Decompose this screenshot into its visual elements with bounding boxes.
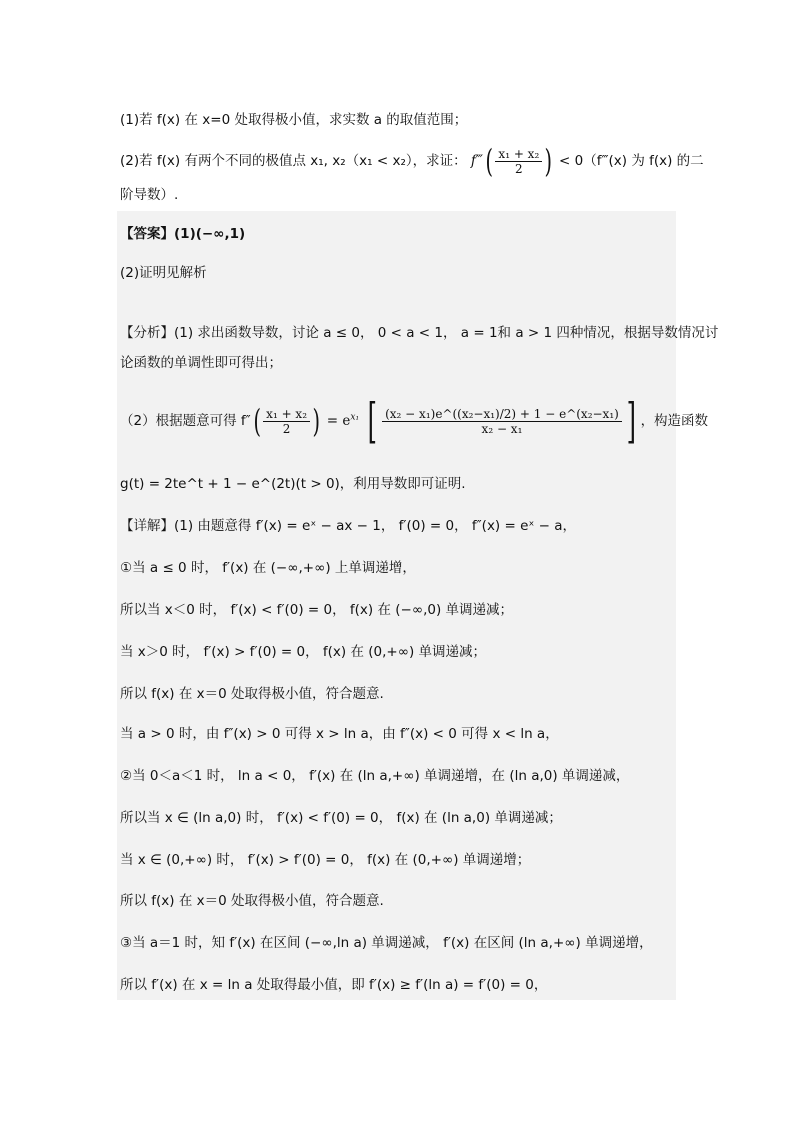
mean-fraction-2-numerator: x₁ + x₂ bbox=[263, 407, 310, 422]
left-bracket: [ bbox=[368, 393, 378, 449]
right-paren-2: ) bbox=[312, 402, 321, 440]
right-bracket: ] bbox=[626, 393, 636, 449]
f-triple-prime-symbol: f‴ bbox=[470, 153, 483, 169]
mean-fraction-2 bbox=[263, 407, 310, 436]
detail-line-11: ③当 a＝1 时，知 f′(x) 在区间 (−∞,ln a) 单调递减， f′(x) 在区间 (ln a,+∞) 单调递增， bbox=[120, 935, 653, 951]
analysis-line-4: g(t) = 2te^t + 1 − e^(2t)(t > 0)，利用导数即可证明. bbox=[120, 476, 466, 492]
detail-line-5: 所以 f(x) 在 x＝0 处取得极小值，符合题意. bbox=[120, 686, 384, 702]
detail-line-4: 当 x＞0 时， f′(x) > f′(0) = 0， f(x) 在 (0,+∞) 单调递减； bbox=[120, 644, 487, 660]
inner-fraction bbox=[382, 407, 622, 436]
mean-fraction bbox=[495, 147, 542, 176]
left-paren: ( bbox=[485, 142, 493, 180]
question-part-1: (1)若 f(x) 在 x=0 处取得极小值，求实数 a 的取值范围； bbox=[120, 112, 468, 128]
detail-line-2: ①当 a ≤ 0 时， f′(x) 在 (−∞,+∞) 上单调递增， bbox=[120, 560, 416, 576]
exponent-x1: x₁ bbox=[350, 412, 360, 423]
analysis-3-suffix: ，构造函数 bbox=[640, 413, 709, 429]
detail-line-3: 所以当 x＜0 时， f′(x) < f′(0) = 0， f(x) 在 (−∞,0) 单调递减； bbox=[120, 602, 514, 618]
question-part-2-text: (2)若 f(x) 有两个不同的极值点 x₁, x₂（x₁ < x₂），求证： bbox=[120, 153, 467, 169]
inner-fraction-denominator: x₂ − x₁ bbox=[481, 421, 523, 436]
answer-line-1 bbox=[120, 222, 245, 242]
left-paren-2: ( bbox=[253, 402, 261, 440]
detail-line-10: 所以 f(x) 在 x＝0 处取得极小值，符合题意. bbox=[120, 893, 384, 909]
detail-line-6: 当 a > 0 时，由 f″(x) > 0 可得 x > ln a，由 f″(x) < 0 可得 x < ln a， bbox=[120, 726, 559, 742]
mean-fraction-2-denominator: 2 bbox=[282, 421, 291, 436]
analysis-3-prefix: （2）根据题意可得 f″ bbox=[120, 413, 251, 429]
mean-fraction-denominator: 2 bbox=[515, 161, 523, 176]
answer-1: 【答案】(1)(−∞,1) bbox=[120, 226, 246, 242]
question-part-2-cont: 阶导数）. bbox=[120, 187, 179, 203]
analysis-line-2: 论函数的单调性即可得出； bbox=[120, 355, 282, 371]
detail-line-7: ②当 0＜a＜1 时， ln a < 0， f′(x) 在 (ln a,+∞) 单调递增，在 (ln a,0) 单调递减， bbox=[120, 768, 630, 784]
analysis-line-1: 【分析】(1) 求出函数导数，讨论 a ≤ 0， 0 < a < 1， a = 1和 a > 1 四种情况，根据导数情况讨 bbox=[120, 325, 719, 341]
answer-line-2: (2)证明见解析 bbox=[120, 265, 207, 281]
question-part-2-tail: < 0（f‴(x) 为 f(x) 的二 bbox=[559, 153, 704, 169]
analysis-3-equals: = e bbox=[326, 413, 351, 429]
question-part-2 bbox=[120, 142, 704, 180]
detail-line-9: 当 x ∈ (0,+∞) 时， f′(x) > f′(0) = 0， f(x) 在 (0,+∞) 单调递增； bbox=[120, 852, 531, 868]
analysis-line-3 bbox=[120, 393, 708, 449]
detail-line-12: 所以 f′(x) 在 x = ln a 处取得最小值，即 f′(x) ≥ f′(ln a) = f′(0) = 0， bbox=[120, 977, 548, 993]
detail-line-8: 所以当 x ∈ (ln a,0) 时， f′(x) < f′(0) = 0， f(x) 在 (ln a,0) 单调递减； bbox=[120, 810, 562, 826]
inner-fraction-numerator: (x₂ − x₁)e^((x₂−x₁)/2) + 1 − e^(x₂−x₁) bbox=[382, 407, 622, 422]
detail-line-1: 【详解】(1) 由题意得 f′(x) = eˣ − ax − 1， f′(0) = 0， f″(x) = eˣ − a， bbox=[120, 518, 577, 534]
right-paren: ) bbox=[544, 142, 553, 180]
mean-fraction-numerator: x₁ + x₂ bbox=[495, 147, 542, 162]
